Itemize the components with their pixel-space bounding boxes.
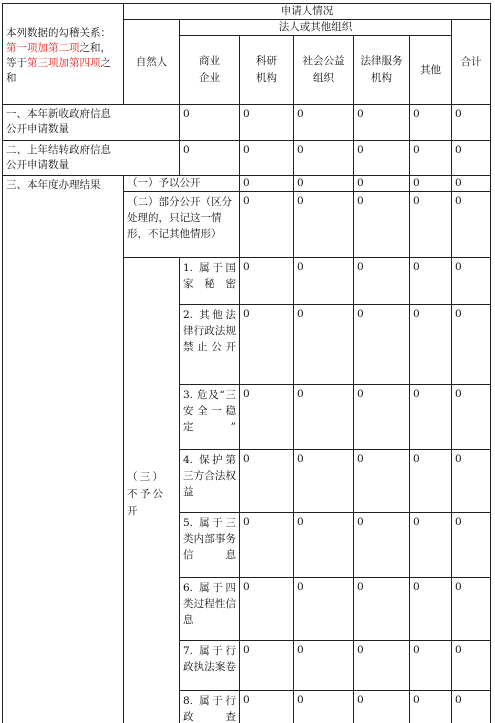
header-other: 其他 [410, 36, 452, 105]
cell-value: 0 [354, 176, 410, 192]
cell-value: 0 [240, 192, 294, 258]
cell-value: 0 [410, 691, 452, 723]
reason-label: 6. 属于四类过程性信息 [180, 578, 240, 641]
cell-value: 0 [294, 691, 354, 723]
cell-value: 0 [452, 578, 491, 641]
header-research: 科研机构 [240, 36, 294, 105]
cell-value: 0 [354, 450, 410, 513]
cell-value: 0 [294, 176, 354, 192]
reason-label: 5. 属于三类内部事务信息 [180, 513, 240, 578]
sub-label-withheld: （三）不予公开 [124, 258, 180, 723]
sub-label: （二）部分公开（区分处理的，只记这一情形，不记其他情形） [124, 192, 240, 258]
cell-value: 0 [452, 641, 491, 691]
cell-value: 0 [452, 450, 491, 513]
cell-value: 0 [354, 641, 410, 691]
gov-info-disclosure-table [2, 3, 491, 723]
reason-label: 3. 危及“三安全一稳定” [180, 385, 240, 450]
header-legal-org: 法人或其他组织 [180, 20, 452, 36]
cell-value: 0 [294, 105, 354, 141]
cell-value: 0 [452, 192, 491, 258]
cell-value: 0 [452, 141, 491, 176]
note-text-1: 本列数据的勾稽关系： [6, 27, 111, 39]
cell-value: 0 [354, 105, 410, 141]
sub-label: （一）予以公开 [124, 176, 240, 192]
cell-value: 0 [240, 385, 294, 450]
cell-value: 0 [294, 513, 354, 578]
note-text-3: 之和 [6, 57, 111, 84]
cell-value: 0 [240, 691, 294, 723]
cell-value: 0 [452, 105, 491, 141]
cell-value: 0 [410, 513, 452, 578]
cell-value: 0 [410, 641, 452, 691]
row-label: 三、本年度办理结果 [3, 176, 124, 723]
cell-value: 0 [410, 385, 452, 450]
cell-value: 0 [180, 141, 240, 176]
cell-value: 0 [452, 691, 491, 723]
cell-value: 0 [294, 450, 354, 513]
cell-value: 0 [410, 105, 452, 141]
row-label: 二、上年结转政府信息公开申请数量 [3, 141, 180, 176]
cell-value: 0 [354, 691, 410, 723]
cell-value: 0 [240, 258, 294, 305]
reason-label: 8. 属于行政查 [180, 691, 240, 723]
header-social-welfare: 社会公益组织 [294, 36, 354, 105]
cell-value: 0 [240, 305, 294, 385]
cell-value: 0 [354, 258, 410, 305]
cell-value: 0 [294, 578, 354, 641]
reason-label: 7. 属于行政执法案卷 [180, 641, 240, 691]
cell-value: 0 [294, 641, 354, 691]
cell-value: 0 [410, 578, 452, 641]
table-row [3, 105, 491, 141]
note-highlight-2: 第三项加第四项 [27, 57, 101, 69]
header-total: 合计 [452, 20, 491, 105]
note-highlight-1: 第一项加第二项 [6, 42, 80, 54]
cell-value: 0 [294, 141, 354, 176]
cell-value: 0 [180, 105, 240, 141]
cell-value: 0 [410, 176, 452, 192]
reason-label: 1. 属于国家秘密 [180, 258, 240, 305]
header-applicant-info: 申请人情况 [124, 4, 491, 20]
cell-value: 0 [452, 513, 491, 578]
row-label: 一、本年新收政府信息公开申请数量 [3, 105, 180, 141]
cell-value: 0 [240, 105, 294, 141]
cell-value: 0 [354, 141, 410, 176]
reason-label: 2. 其他法律行政法规禁止公开 [180, 305, 240, 385]
cell-value: 0 [452, 385, 491, 450]
cell-value: 0 [240, 513, 294, 578]
cell-value: 0 [240, 578, 294, 641]
cell-value: 0 [240, 176, 294, 192]
cell-value: 0 [410, 258, 452, 305]
table-row [3, 176, 491, 192]
cell-value: 0 [354, 305, 410, 385]
cell-value: 0 [354, 513, 410, 578]
cell-value: 0 [294, 192, 354, 258]
header-commercial: 商业企业 [180, 36, 240, 105]
cell-value: 0 [240, 641, 294, 691]
cell-value: 0 [354, 192, 410, 258]
cell-value: 0 [452, 258, 491, 305]
table-row [3, 141, 491, 176]
cell-value: 0 [354, 578, 410, 641]
cell-value: 0 [354, 385, 410, 450]
note-cell [3, 4, 124, 105]
header-natural-person: 自然人 [124, 20, 180, 105]
cell-value: 0 [240, 450, 294, 513]
cell-value: 0 [410, 450, 452, 513]
cell-value: 0 [294, 385, 354, 450]
cell-value: 0 [452, 176, 491, 192]
cell-value: 0 [294, 258, 354, 305]
note-text-2: 之和，等于 [6, 42, 111, 69]
cell-value: 0 [410, 141, 452, 176]
reason-label: 4. 保护第三方合法权益 [180, 450, 240, 513]
cell-value: 0 [410, 192, 452, 258]
cell-value: 0 [410, 305, 452, 385]
cell-value: 0 [294, 305, 354, 385]
cell-value: 0 [452, 305, 491, 385]
cell-value: 0 [240, 141, 294, 176]
header-legal-service: 法律服务机构 [354, 36, 410, 105]
